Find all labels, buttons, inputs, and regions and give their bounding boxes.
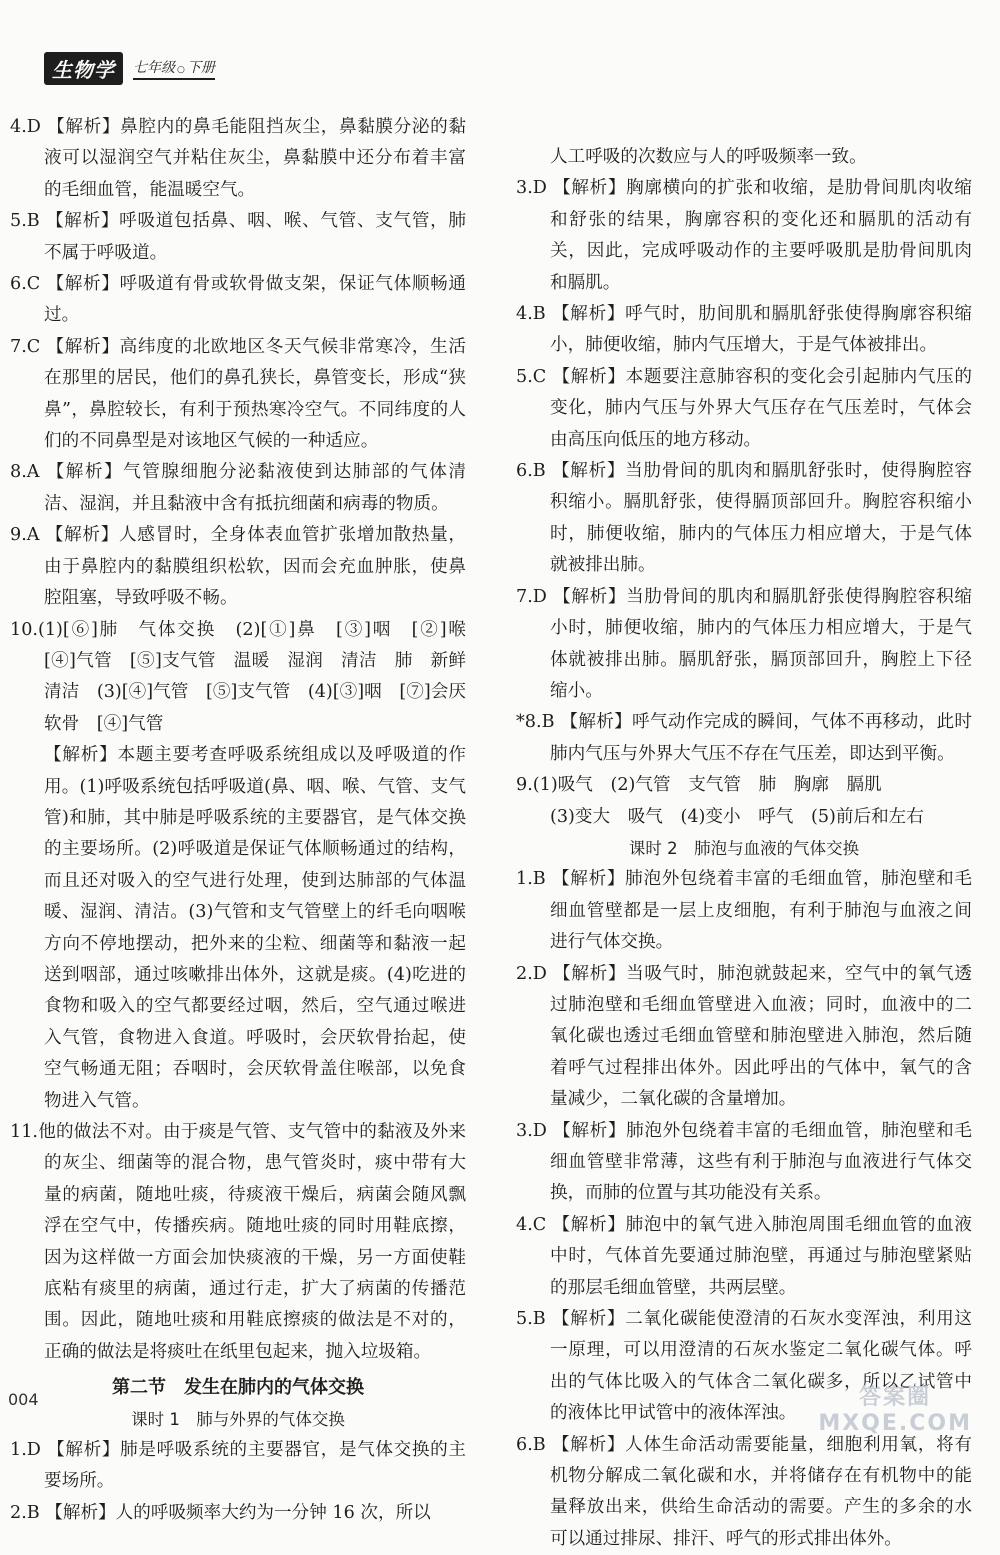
answer-explanation: 【解析】本题主要考查呼吸系统组成以及呼吸道的作用。(1)呼吸系统包括呼吸道(鼻、咽、喉、气管、支气管)和肺，其中肺是呼吸系统的主要器官，是气体交换的主要场所。(2)呼吸道是保证气体顺畅通过的结构，而且还对吸入的空气进行处理，使到达肺部的气体温暖、湿润、清洁。(3)气管和支气管壁上的纤毛向咽喉方向不停地摆动，把外来的尘粒、细菌等和黏液一起送到咽部，通过咳嗽排出体外，这就是痰。(4)吃进的食物和吸入的空气都要经过咽，然后，空气通过喉进入气管，食物进入食道。呼吸时，会厌软骨抬起，使空气畅通无阻；吞咽时，会厌软骨盖住喉部，以免食物进入气管。 xyxy=(44,745,466,1111)
answer-item: 2.B 【解析】人的呼吸频率大约为一分钟 16 次，所以 xyxy=(10,1502,431,1523)
answer-item: 8.A 【解析】气管腺细胞分泌黏液使到达肺部的气体清洁、湿润，并且黏液中含有抵抗细菌和病毒的物质。 xyxy=(10,462,466,514)
answer-item: 1.B 【解析】肺泡外包绕着丰富的毛细血管，肺泡壁和毛细血管壁都是一层上皮细胞，有利于肺泡与血液之间进行气体交换。 xyxy=(516,869,972,953)
answer-item: 2.D 【解析】当吸气时，肺泡就鼓起来，空气中的氧气透过肺泡壁和毛细血管壁进入血液；同时，血液中的二氧化碳也透过毛细血管壁和肺泡壁进入肺泡，然后随着呼气过程排出体外。因此呼出的气体中，氧气的含量减少，二氧化碳的含量增加。 xyxy=(516,963,972,1110)
answer-item: 5.B 【解析】二氧化碳能使澄清的石灰水变浑浊，利用这一原理，可以用澄清的石灰水鉴定二氧化碳气体。呼出的气体比吸入的气体含二氧化碳多，所以乙试管中的液体比甲试管中的液体浑浊。 xyxy=(516,1309,972,1424)
answer-item: 6.C 【解析】呼吸道有骨或软骨做支架，保证气体顺畅通过。 xyxy=(10,274,466,326)
grade-separator: ○ xyxy=(177,65,185,75)
answer-item: 5.B 【解析】呼吸道包括鼻、咽、喉、气管、支气管，肺不属于呼吸道。 xyxy=(10,211,466,263)
answer-item: 6.B 【解析】人体生命活动需要能量，细胞利用氧，将有机物分解成二氧化碳和水，并将储存在有机物中的能量释放出来，供给生命活动的需要。产生的多余的水可以通过排尿、排汗、呼气的形式排出体外。 xyxy=(516,1434,972,1549)
lesson-title: 课时 2 肺泡与血液的气体交换 xyxy=(628,838,860,858)
answer-item: 4.D 【解析】鼻腔内的鼻毛能阻挡灰尘，鼻黏膜分泌的黏液可以湿润空气并粘住灰尘，鼻黏膜中还分布着丰富的毛细血管，能温暖空气。 xyxy=(10,117,466,200)
answer-item: 1.D 【解析】肺是呼吸系统的主要器官，是气体交换的主要场所。 xyxy=(10,1440,466,1492)
answer-item: 3.D 【解析】胸廓横向的扩张和收缩，是肋骨间肌肉收缩和舒张的结果，胸廓容积的变化还和膈肌的活动有关，因此，完成呼吸动作的主要呼吸肌是肋骨间肌肉和膈肌。 xyxy=(516,178,972,293)
grade-text: 七年级 xyxy=(133,60,175,76)
grade-label xyxy=(133,57,215,80)
watermark-logo: 答案圈 MXQE.COM xyxy=(818,1385,972,1436)
answer-item-continued: (3)变大 吸气 (4)变小 呼气 (5)前后和左右 xyxy=(550,806,924,827)
book-brand: 生物学 xyxy=(44,52,123,85)
answer-item: 10.(1)[⑥]肺 气体交换 (2)[①]鼻 [③]咽 [②]喉 [④]气管 [⑤]支气管 温暖 湿润 清洁 肺 新鲜 清洁 (3)[④]气管 [⑤]支气管 (4)[③]咽 [⑦]会厌软骨 [④]气管 xyxy=(10,619,484,734)
section-title: 第二节 发生在肺内的气体交换 xyxy=(112,1377,364,1399)
answer-item: *8.B 【解析】呼气动作完成的瞬间，气体不再移动，此时肺内气压与外界大气压不存在气压差，即达到平衡。 xyxy=(516,712,972,764)
volume-text: 下册 xyxy=(186,60,215,76)
answer-item: 7.D 【解析】当肋骨间的肌肉和膈肌舒张使得胸腔容积缩小时，肺便收缩，肺内的气体压力相应增大，于是气体就被排出肺。膈肌舒张，膈顶部回升，胸腔上下径缩小。 xyxy=(516,586,972,701)
answer-item: 11.他的做法不对。由于痰是气管、支气管中的黏液及外来的灰尘、细菌等的混合物，患气管炎时，痰中带有大量的病菌，随地吐痰，待痰液干燥后，病菌会随风飘浮在空气中，传播疾病。随地吐痰的同时用鞋底擦，因为这样做一方面会加快痰液的干燥，另一方面使鞋底粘有痰里的病菌，通过行走，扩大了病菌的传播范围。因此，随地吐痰和用鞋底擦痰的做法是不对的，正确的做法是将痰吐在纸里包起来，抛入垃圾箱。 xyxy=(10,1122,466,1362)
answer-item: 3.D 【解析】肺泡外包绕着丰富的毛细血管，肺泡壁和毛细血管壁非常薄，这些有利于肺泡与血液进行气体交换，而肺的位置与其功能没有关系。 xyxy=(516,1120,972,1204)
answer-item: 7.C 【解析】高纬度的北欧地区冬天气候非常寒冷，生活在那里的居民，他们的鼻孔狭长，鼻管变长，形成“狭鼻”，鼻腔较长，有利于预热寒冷空气。不同纬度的人们的不同鼻型是对该地区气候的一种适应。 xyxy=(10,336,466,452)
page-number: 004 xyxy=(8,1390,39,1409)
answer-item: 5.C 【解析】本题要注意肺容积的变化会引起肺内气压的变化，肺内气压与外界大气压存在气压差时，气体会由高压向低压的地方移动。 xyxy=(516,366,972,450)
answer-item: 4.B 【解析】呼气时，肋间肌和膈肌舒张使得胸廓容积缩小，肺便收缩，肺内气压增大，于是气体被排出。 xyxy=(516,304,972,356)
answer-item: 6.B 【解析】当肋骨间的肌肉和膈肌舒张时，使得胸腔容积缩小。膈肌舒张，使得膈顶部回升。胸腔容积缩小时，肺便收缩，肺内的气体压力相应增大，于是气体就被排出肺。 xyxy=(516,461,972,576)
answer-item: 9.A 【解析】人感冒时，全身体表血管扩张增加散热量，由于鼻腔内的黏膜组织松软，因而会充血肿胀，使鼻腔阻塞，导致呼吸不畅。 xyxy=(10,525,466,609)
answer-item: 9.(1)吸气 (2)气管 支气管 肺 胸廓 膈肌 xyxy=(516,775,882,796)
right-column xyxy=(516,142,972,1555)
answer-continuation: 人工呼吸的次数应与人的呼吸频率一致。 xyxy=(550,147,867,167)
answer-item: 4.C 【解析】肺泡中的氧气进入肺泡周围毛细血管的血液中时，气体首先要通过肺泡壁，再通过与肺泡壁紧贴的那层毛细血管壁，共两层壁。 xyxy=(516,1214,972,1298)
page-header xyxy=(44,52,215,85)
left-column xyxy=(10,112,484,1529)
lesson-title: 课时 1 肺与外界的气体交换 xyxy=(131,1409,345,1429)
